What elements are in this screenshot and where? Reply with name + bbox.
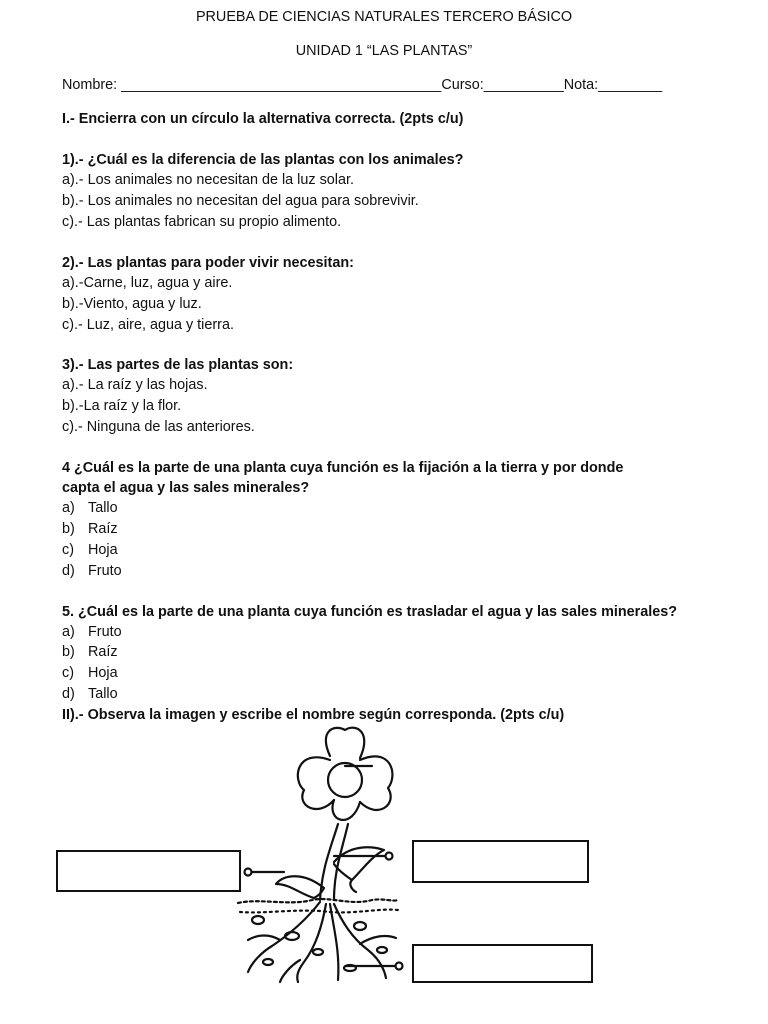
question-4-line2: capta el agua y las sales minerales? [62, 480, 310, 496]
flower-petal-bottom [332, 800, 360, 820]
flower-center [328, 763, 362, 797]
unit-subtitle: UNIDAD 1 “LAS PLANTAS” [295, 43, 473, 59]
student-info-fields: Nombre: ________________________________________Curso:__________Nota:________ [62, 77, 663, 93]
q3-option-b: b).-La raíz y la flor. [62, 398, 182, 414]
q2-option-c: c).- Luz, aire, agua y tierra. [62, 317, 234, 333]
page-title: PRUEBA DE CIENCIAS NATURALES TERCERO BÁSICO [195, 9, 573, 25]
q1-option-c: c).- Las plantas fabrican su propio alimento. [62, 214, 342, 230]
q1-option-b: b).- Los animales no necesitan del agua para sobrevivir. [62, 193, 419, 209]
question-4-line1: 4 ¿Cuál es la parte de una planta cuya función es la fijación a la tierra y por donde [62, 460, 624, 476]
section1-heading: I.- Encierra con un círculo la alternativa correcta. (2pts c/u) [62, 111, 464, 127]
flower-petal-top [326, 728, 364, 758]
q1-option-a: a).- Los animales no necesitan de la luz solar. [62, 172, 354, 188]
q4-option-a: a) Tallo [62, 500, 118, 516]
plant-leaf-left [276, 876, 324, 898]
answer-box-right-top[interactable] [412, 840, 589, 883]
question-2: 2).- Las plantas para poder vivir necesitan: [62, 255, 354, 271]
q5-option-a: a) Fruto [62, 624, 122, 640]
q4-option-d: d) Fruto [62, 563, 122, 579]
q4-option-b: b) Raíz [62, 521, 118, 537]
flower-petal-right [360, 756, 392, 810]
q5-option-b: b) Raíz [62, 644, 118, 660]
question-3: 3).- Las partes de las plantas son: [62, 357, 294, 373]
ground-line [238, 899, 398, 903]
q5-option-c: c) Hoja [62, 665, 118, 681]
q5-option-d: d) Tallo [62, 686, 118, 702]
q2-option-a: a).-Carne, luz, agua y aire. [62, 275, 233, 291]
q3-option-c: c).- Ninguna de las anteriores. [62, 419, 255, 435]
q3-option-a: a).- La raíz y las hojas. [62, 377, 208, 393]
question-5: 5. ¿Cuál es la parte de una planta cuya función es trasladar el agua y las sales minerales? [62, 604, 678, 620]
question-1: 1).- ¿Cuál es la diferencia de las plantas con los animales? [62, 152, 464, 168]
section2-heading: II).- Observa la imagen y escribe el nombre según corresponda. (2pts c/u) [62, 707, 565, 723]
q4-option-c: c) Hoja [62, 542, 118, 558]
answer-box-left[interactable] [56, 850, 241, 892]
q2-option-b: b).-Viento, agua y luz. [62, 296, 202, 312]
answer-box-right-bottom[interactable] [412, 944, 593, 983]
